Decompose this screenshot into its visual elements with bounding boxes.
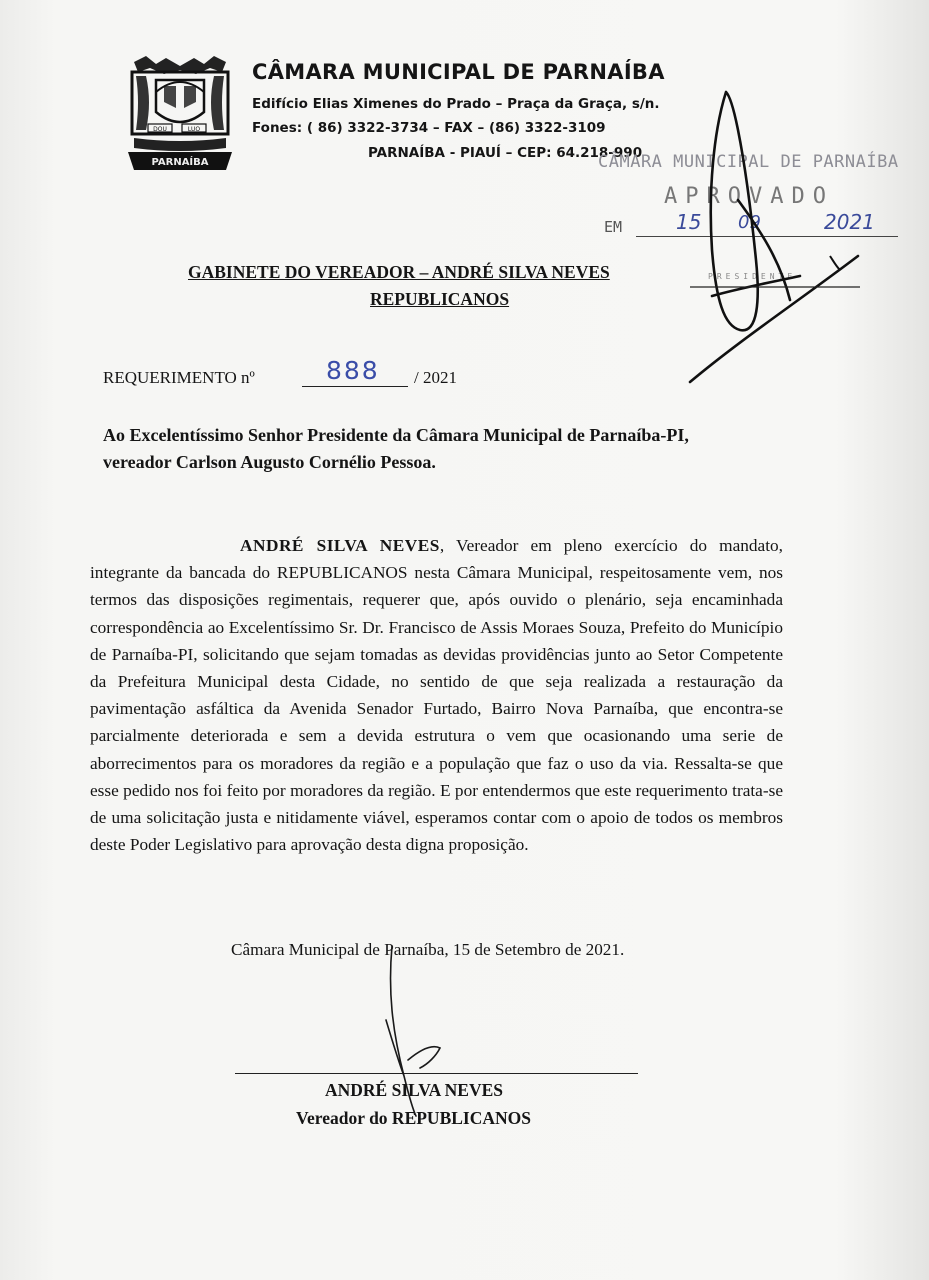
addressee-line-1: Ao Excelentíssimo Senhor Presidente da Câmara Municipal de Parnaíba-PI, [103, 425, 689, 445]
request-label: REQUERIMENTO nº [103, 368, 255, 387]
stamp-approved: APROVADO [664, 184, 834, 209]
request-number-line [302, 386, 408, 387]
coat-of-arms-icon [126, 52, 234, 174]
president-signature [690, 92, 858, 382]
body-text: , Vereador em pleno exercício do mandato, integrante da bancada do REPUBLICANOS nesta Câmara Municipal, respeitosamente vem, nos termos das disposições regimentais, requerer que, após ouvido o plenário, seja encaminhada correspondência ao Excelentíssimo Sr. Dr. Francisco de Assis Moraes Souza, Prefeito do Município de Parnaíba-PI, solicitando que sejam tomadas as devidas providências junto ao Setor Competente da Prefeitura Municipal desta Cidade, no sentido de que seja realizada a restauração da pavimentação asfáltica da Avenida Senador Furtado, Bairro Nova Parnaíba, que encontra-se parcialmente deteriorada e sem a devida estrutura o vem que ocasionando uma serie de aborrecimentos para os moradores da região e a população que faz o uso da via. Ressalta-se que esse pedido nos foi feito por moradores da região. E por entendermos que este requerimento trata-se de uma solicitação justa e nitidamente viável, esperamos contar com o apoio de todos os membros deste Poder Legislativo para aprovação desta digna proposição. [90, 536, 783, 855]
stamp-month: 09 [738, 212, 761, 233]
stamp-em-label: EM [604, 218, 623, 236]
institution-title: CÂMARA MUNICIPAL DE PARNAÍBA [252, 60, 665, 84]
place-and-date: Câmara Municipal de Parnaíba, 15 de Setembro de 2021. [231, 940, 625, 959]
institution-address: Edifício Elias Ximenes do Prado – Praça da Graça, s/n. [252, 96, 660, 112]
signer-name: ANDRÉ SILVA NEVES [325, 1080, 503, 1100]
stamp-subtitle: PRESIDENTE [708, 272, 797, 281]
request-number: 888 [326, 356, 380, 385]
stamp-day: 15 [676, 210, 702, 234]
signature-line [235, 1073, 638, 1074]
stamp-organization: CÂMARA MUNICIPAL DE PARNAÍBA [598, 152, 899, 172]
crest-motto-left: DOU [153, 126, 167, 133]
crest-banner-text: PARNAÍBA [151, 157, 209, 168]
addressee-line-2: vereador Carlson Augusto Cornélio Pessoa. [103, 452, 436, 472]
request-year: / 2021 [414, 368, 457, 387]
crest-motto-right: LUO [187, 126, 201, 133]
body-lead-name: ANDRÉ SILVA NEVES [240, 536, 440, 555]
stamp-date-rule [636, 236, 898, 237]
office-title: GABINETE DO VEREADOR – ANDRÉ SILVA NEVES [188, 262, 610, 282]
institution-phones: Fones: ( 86) 3322-3734 – FAX – (86) 3322-3109 [252, 120, 606, 136]
stamp-year: 2021 [824, 210, 875, 234]
institution-city-cep: PARNAÍBA - PIAUÍ – CEP: 64.218-990 [368, 145, 643, 161]
signer-role: Vereador do REPUBLICANOS [296, 1108, 531, 1128]
request-body [90, 532, 783, 858]
office-party: REPUBLICANOS [370, 289, 510, 309]
